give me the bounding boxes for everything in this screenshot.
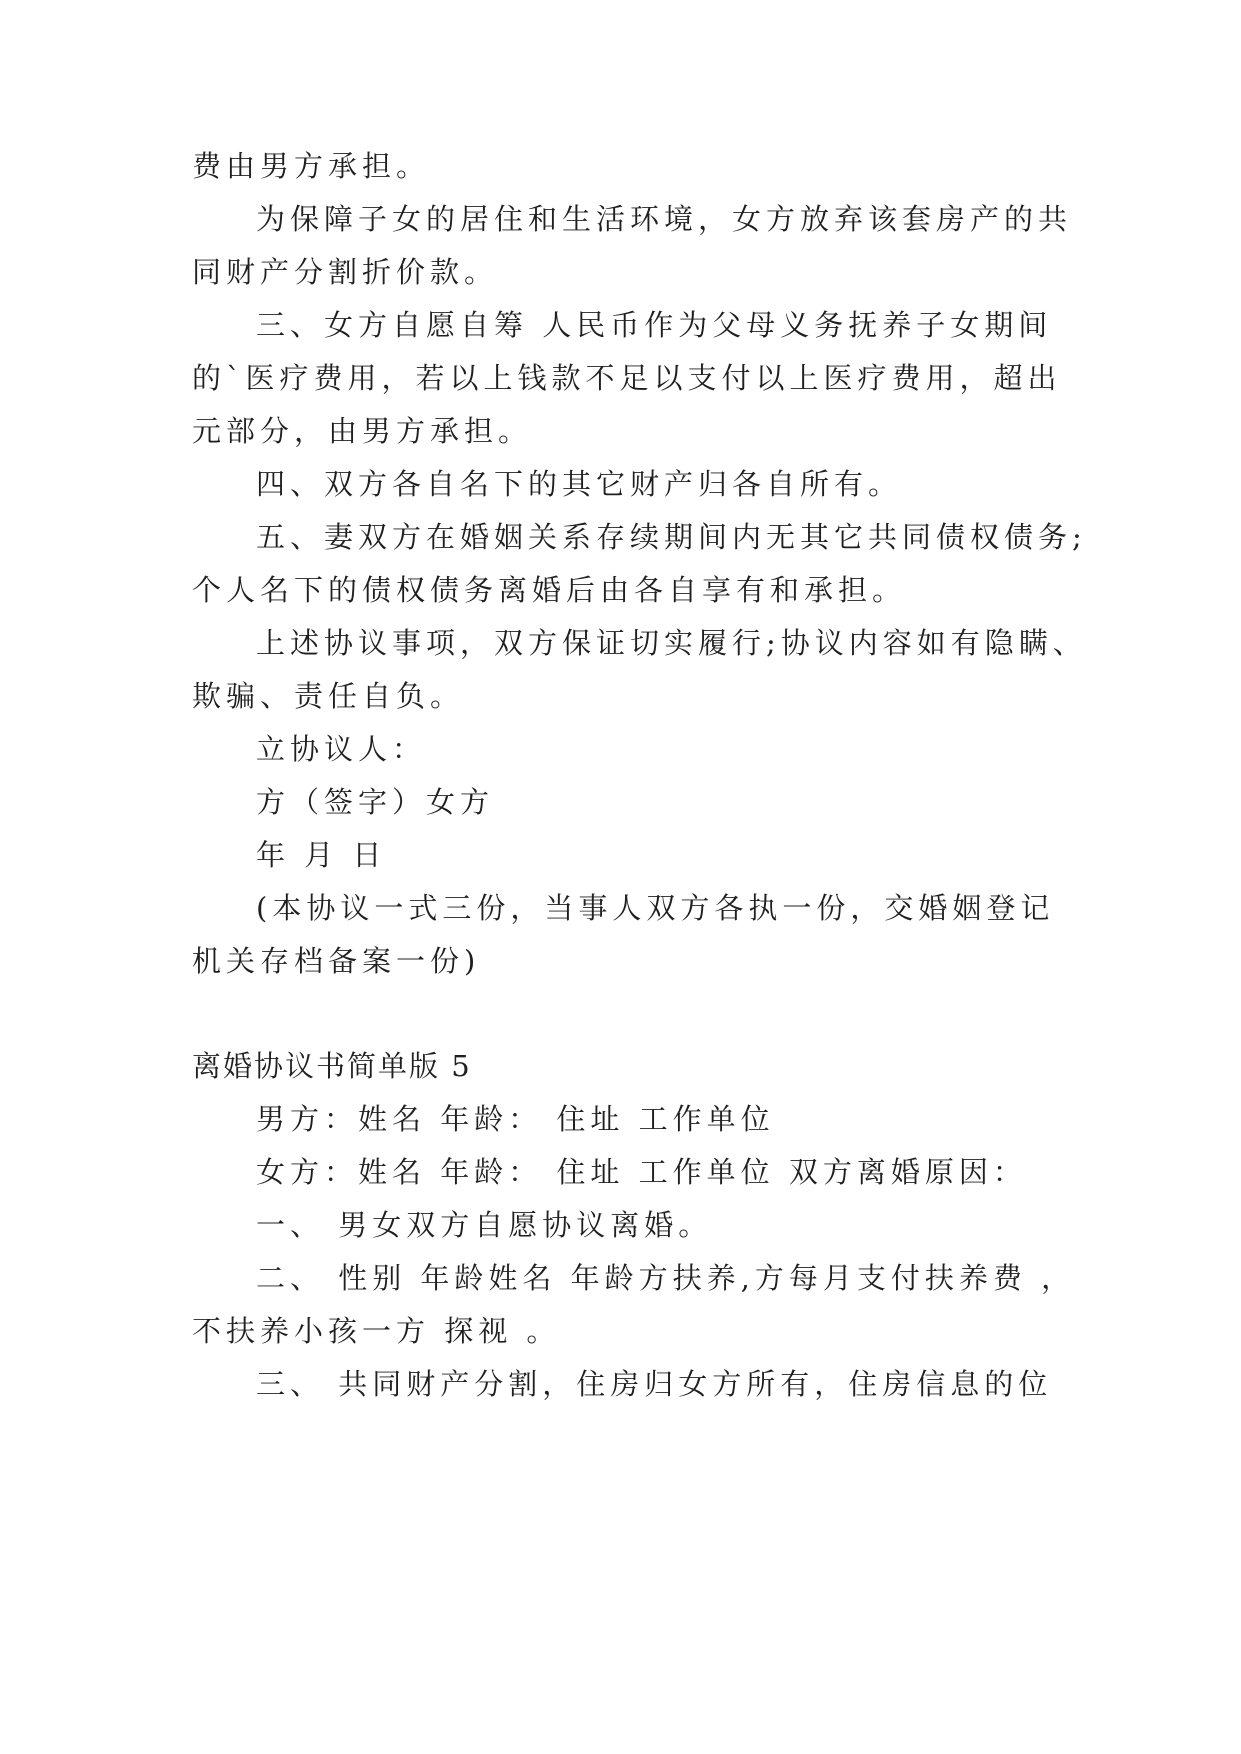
body-line: 欺骗、责任自负。 — [192, 679, 465, 713]
body-line: 为保障子女的居住和生活环境，女方放弃该套房产的共 — [256, 202, 1073, 236]
body-line: 三、女方自愿自筹 人民币作为父母义务抚养子女期间 — [256, 308, 1053, 342]
body-line: 女方：姓名 年龄： 住址 工作单位 双方离婚原因： — [256, 1155, 1027, 1189]
body-line: 三、 共同财产分割，住房归女方所有，住房信息的位 — [256, 1367, 1053, 1401]
body-line: 四、双方各自名下的其它财产归各自所有。 — [256, 467, 903, 501]
body-line: 男方：姓名 年龄： 住址 工作单位 — [256, 1102, 775, 1136]
body-line: 方（签字）女方 — [256, 785, 495, 819]
body-line: 上述协议事项，双方保证切实履行;协议内容如有隐瞒、 — [256, 626, 1087, 660]
body-line: 立协议人： — [256, 732, 427, 766]
body-line: 的`医疗费用，若以上钱款不足以支付以上医疗费用，超出 — [192, 361, 1062, 395]
body-line: 五、妻双方在婚姻关系存续期间内无其它共同债权债务; — [256, 520, 1087, 554]
body-line: (本协议一式三份，当事人双方各执一份，交婚姻登记 — [256, 891, 1055, 925]
body-line: 年 月 日 — [256, 838, 387, 872]
body-line: 元部分，由男方承担。 — [192, 414, 533, 448]
section-title: 离婚协议书简单版 5 — [192, 1049, 472, 1083]
body-line: 费由男方承担。 — [192, 149, 431, 183]
body-line: 同财产分割折价款。 — [192, 255, 499, 289]
body-line: 一、 男女双方自愿协议离婚。 — [256, 1208, 713, 1242]
body-line: 个人名下的债权债务离婚后由各自享有和承担。 — [192, 573, 907, 607]
body-line: 二、 性别 年龄姓名 年龄方扶养,方每月支付扶养费 ， — [256, 1261, 1076, 1295]
body-line: 机关存档备案一份) — [192, 944, 481, 978]
body-line: 不扶养小孩一方 探视 。 — [192, 1314, 561, 1348]
